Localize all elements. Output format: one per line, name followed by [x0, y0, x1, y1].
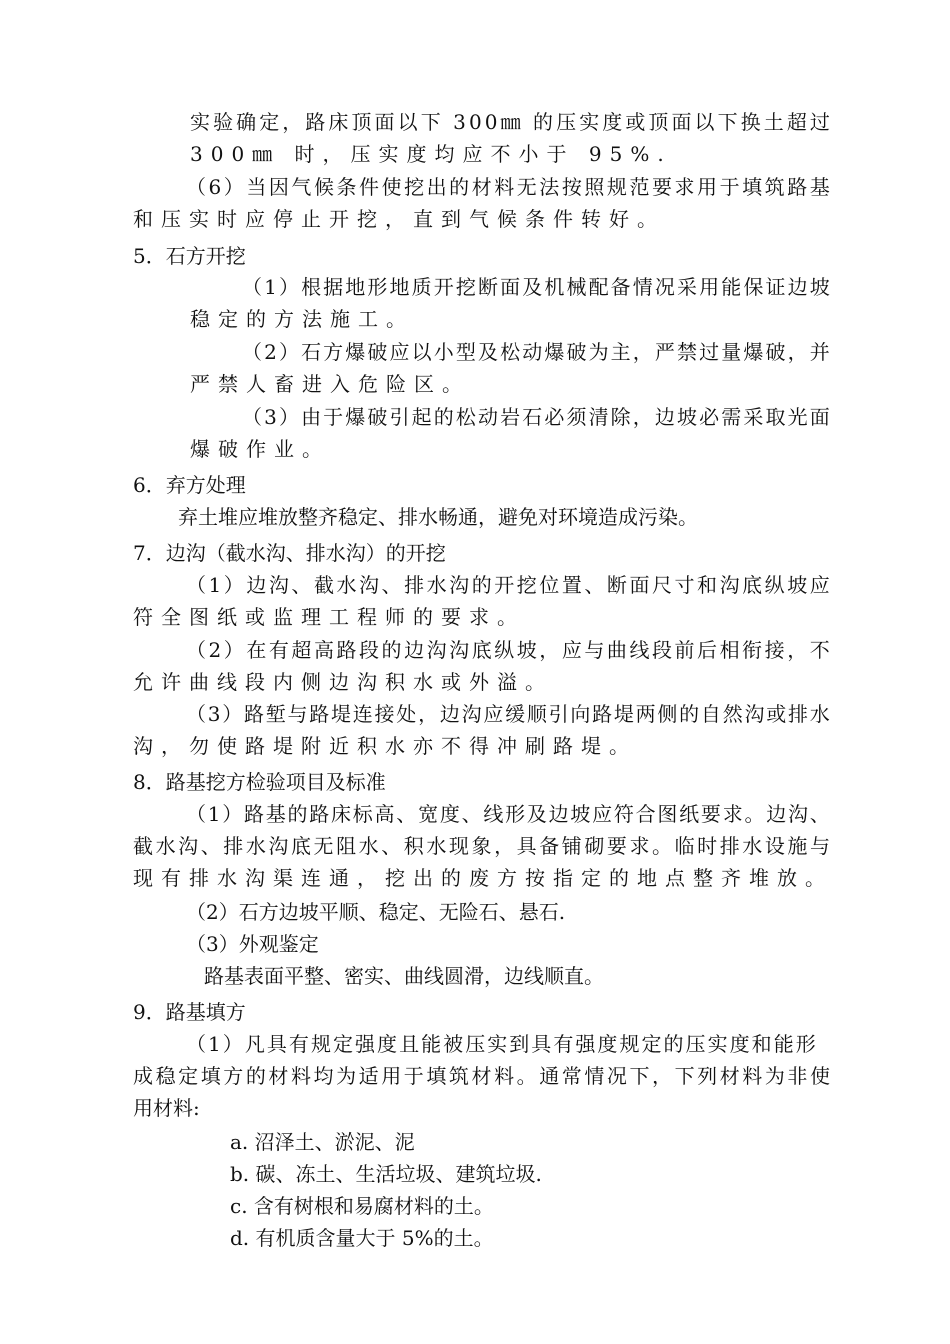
text-line: 允许曲线段内侧边沟积水或外溢。: [133, 670, 553, 694]
text-line: （1）路基的路床标高、宽度、线形及边坡应符合图纸要求。边沟、: [186, 802, 832, 826]
text-line: 弃土堆应堆放整齐稳定、排水畅通，避免对环境造成污染。: [178, 505, 698, 529]
text-line: （1）凡具有规定强度且能被压实到具有强度规定的压实度和能形: [186, 1032, 818, 1056]
text-line: 稳定的方法施工。: [190, 307, 414, 331]
text-line: （2）在有超高路段的边沟沟底纵坡，应与曲线段前后相衔接，不: [186, 638, 833, 662]
section-heading: 6．弃方处理: [133, 473, 246, 497]
text-line: （6）当因气候条件使挖出的材料无法按照规范要求用于填筑路基: [186, 175, 833, 199]
text-line: （3）路堑与路堤连接处，边沟应缓顺引向路堤两侧的自然沟或排水: [186, 702, 832, 726]
text-line: 沟，勿使路堤附近积水亦不得冲刷路堤。: [133, 734, 637, 758]
list-item: b. 碳、冻土、生活垃圾、建筑垃圾.: [230, 1162, 542, 1186]
list-item: d. 有机质含量大于 5%的土。: [230, 1226, 494, 1250]
section-heading: 7．边沟（截水沟、排水沟）的开挖: [133, 541, 446, 565]
text-line: 成稳定填方的材料均为适用于填筑材料。通常情况下，下列材料为非使: [133, 1064, 833, 1088]
text-line: 300㎜ 时，压实度均应不小于 95%.: [190, 142, 672, 166]
text-line: （3）由于爆破引起的松动岩石必须清除，边坡必需采取光面: [242, 405, 832, 429]
text-line: （1）边沟、截水沟、排水沟的开挖位置、断面尺寸和沟底纵坡应: [186, 573, 833, 597]
section-heading: 9．路基填方: [133, 1000, 246, 1024]
text-line: 严禁人畜进入危险区。: [190, 372, 470, 396]
text-line: （2）石方边坡平顺、稳定、无险石、悬石.: [186, 900, 566, 924]
text-line: 现有排水沟渠连通，挖出的废方按指定的地点整齐堆放。: [133, 866, 833, 890]
text-line: 实验确定，路床顶面以下 300㎜ 的压实度或顶面以下换土超过: [190, 110, 833, 134]
text-line: （2）石方爆破应以小型及松动爆破为主，严禁过量爆破，并: [242, 340, 832, 364]
section-heading: 5．石方开挖: [133, 244, 246, 268]
text-line: 爆破作业。: [190, 437, 330, 461]
text-line: 用材料:: [133, 1096, 200, 1120]
text-line: 和压实时应停止开挖，直到气候条件转好。: [133, 207, 665, 231]
text-line: 符全图纸或监理工程师的要求。: [133, 605, 525, 629]
text-line: 截水沟、排水沟底无阻水、积水现象，具备铺砌要求。临时排水设施与: [133, 834, 833, 858]
section-heading: 8．路基挖方检验项目及标准: [133, 770, 386, 794]
list-item: a. 沼泽土、淤泥、泥: [230, 1130, 415, 1154]
list-item: c. 含有树根和易腐材料的土。: [230, 1194, 494, 1218]
text-line: 路基表面平整、密实、曲线圆滑，边线顺直。: [204, 964, 604, 988]
text-line: （3）外观鉴定: [186, 932, 319, 956]
text-line: （1）根据地形地质开挖断面及机械配备情况采用能保证边坡: [242, 275, 832, 299]
